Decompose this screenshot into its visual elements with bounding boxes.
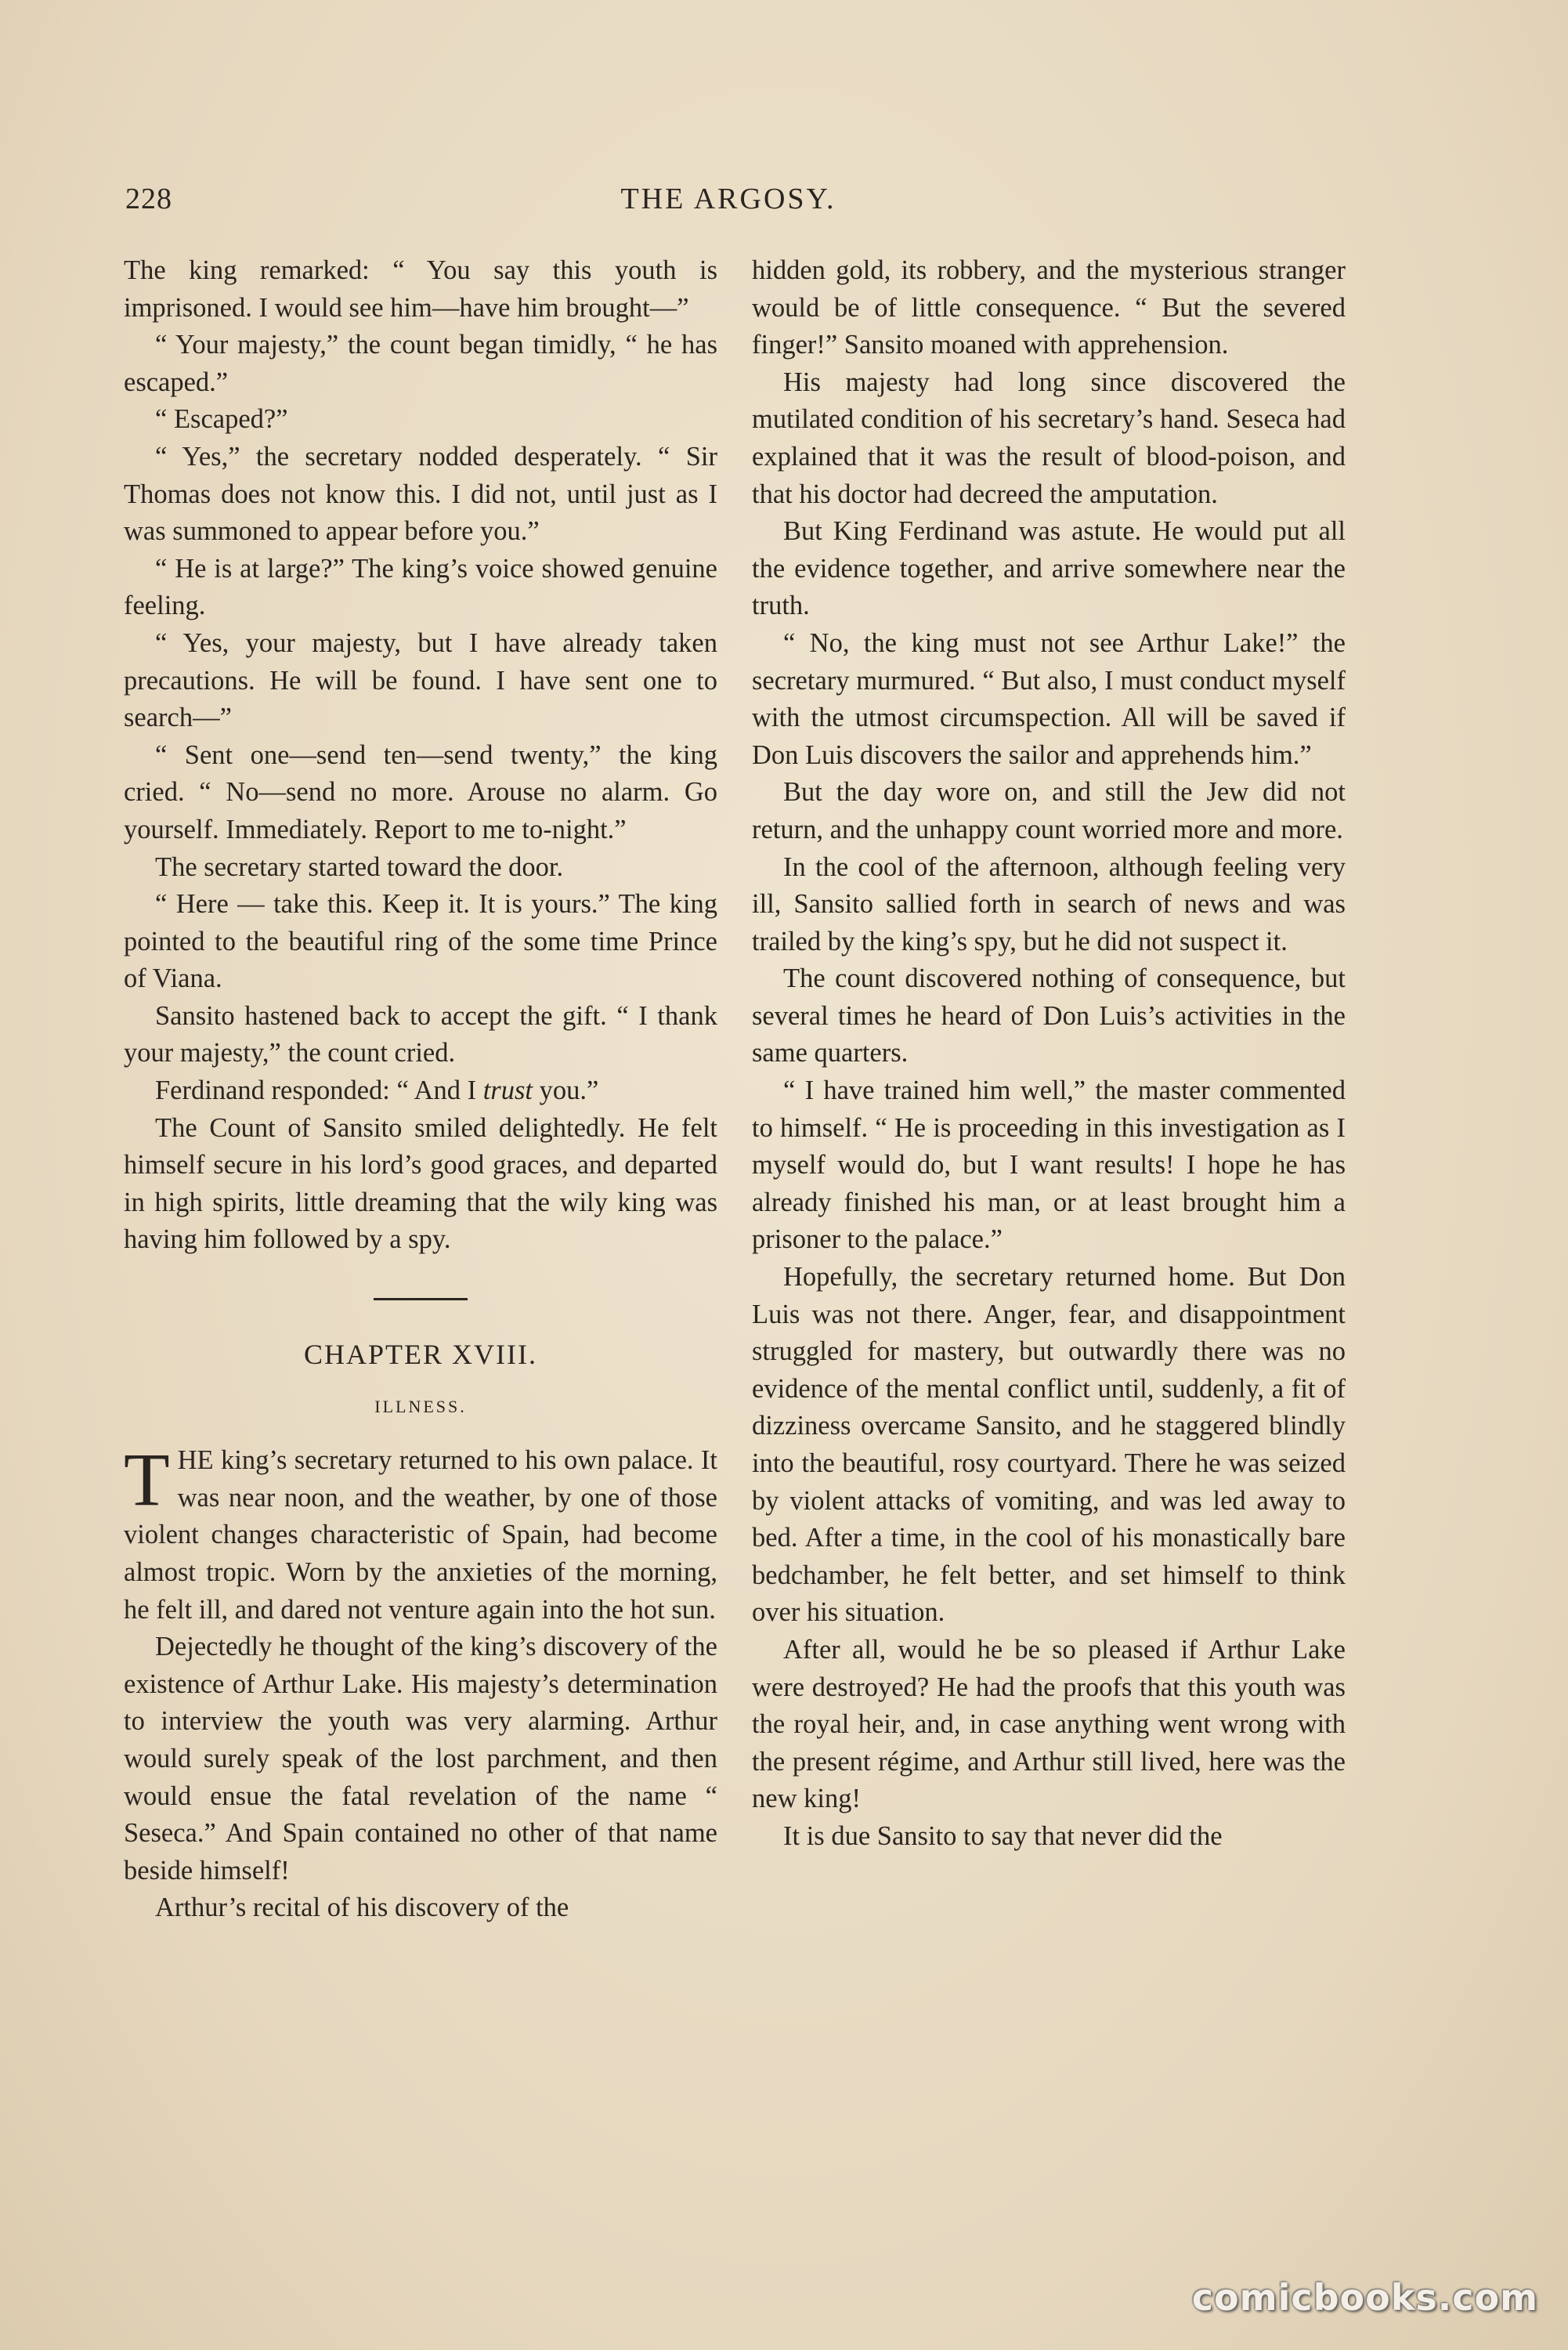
- paragraph: Hopefully, the secretary returned home. But Don Luis was not there. Anger, fear, and disappointment struggled for mastery, but outwardly there was no evidence of the mental conflict until, suddenly, a fit of dizziness overcame Sansito, and he staggered blindly into the beautiful, rosy courtyard. There he was seized by violent attacks of vomiting, and was led away to bed. After a time, in the cool of his monastically bare bedchamber, he felt better, and set himself to think over his situation.: [752, 1262, 1346, 1628]
- paragraph: It is due Sansito to say that never did the: [783, 1820, 1223, 1851]
- italic-word: trust: [482, 1076, 533, 1106]
- text-run: HE king’s secretary returned to his own palace. It was near noon, and the weather, by one of those violent changes characteristic of Spain, had become almost tropic. Worn by the anxieties of the morning, he felt ill, and dared not venture again into the hot sun.: [124, 1445, 717, 1625]
- paragraph: hidden gold, its robbery, and the mysterious stranger would be of little consequence. “ But the severed finger!” Sansito moaned with apprehension.: [752, 255, 1346, 360]
- chapter-opening-paragraph: [124, 1437, 717, 1629]
- text-run: Ferdinand responded: “ And I: [155, 1076, 483, 1106]
- paragraph: His majesty had long since discovered the mutilated condition of his secretary’s hand. Seseca had explained that it was the result of blood-poison, and that his doctor had decreed the amputation.: [752, 367, 1346, 509]
- paragraph: “ Your majesty,” the count began timidly, “ he has escaped.”: [124, 330, 717, 397]
- paragraph: “ Yes,” the secretary nodded desperately. “ Sir Thomas does not know this. I did not, until just as I was summoned to appear before you.”: [124, 441, 717, 547]
- running-title: THE ARGOSY.: [620, 183, 836, 215]
- text-run: you.”: [532, 1076, 599, 1106]
- chapter-title: CHAPTER XVIII.: [304, 1339, 537, 1371]
- paragraph: But the day wore on, and still the Jew did not return, and the unhappy count worried more and more.: [752, 777, 1346, 844]
- paragraph: “ Sent one—send ten—send twenty,” the king cried. “ No—send no more. Arouse no alarm. Go yourself. Immediately. Report to me to-night.”: [124, 739, 717, 844]
- section-divider: [374, 1298, 468, 1300]
- right-column: [752, 252, 1346, 1856]
- paragraph: But King Ferdinand was astute. He would put all the evidence together, and arrive somewhere near the truth.: [752, 516, 1346, 621]
- paragraph: “ Here — take this. Keep it. It is yours.” The king pointed to the beautiful ring of the some time Prince of Viana.: [124, 889, 717, 994]
- paragraph: “ Escaped?”: [155, 404, 288, 435]
- paragraph-ferdinand: [124, 1072, 717, 1110]
- left-column: [124, 252, 717, 1927]
- chapter-subtitle: ILLNESS.: [374, 1396, 467, 1416]
- site-watermark: comicbooks.com: [1191, 2276, 1538, 2319]
- paragraph: Sansito hastened back to accept the gift. “ I thank your majesty,” the count cried.: [124, 1000, 717, 1068]
- paragraph: Dejectedly he thought of the king’s discovery of the existence of Arthur Lake. His majesty’s determination to interview the youth was very alarming. Arthur would surely speak of the lost parchment, and then would ensue the fatal revelation of the name “ Seseca.” And Spain contained no other of that name beside himself!: [124, 1632, 717, 1885]
- page-header: [125, 182, 1331, 229]
- paragraph: After all, would he be so pleased if Arthur Lake were destroyed? He had the proofs that this youth was the royal heir, and, in case anything went wrong with the present régime, and Arthur still lived, here was the new king!: [752, 1634, 1346, 1814]
- paragraph: “ He is at large?” The king’s voice showed genuine feeling.: [124, 553, 717, 621]
- paragraph: In the cool of the afternoon, although feeling very ill, Sansito sallied forth in search of news and was trailed by the king’s spy, but he did not suspect it.: [752, 851, 1346, 956]
- drop-cap: T: [124, 1437, 170, 1522]
- paragraph: The count discovered nothing of consequence, but several times he heard of Don Luis’s activities in the same quarters.: [752, 964, 1346, 1068]
- paragraph: The secretary started toward the door.: [155, 851, 564, 882]
- paragraph: “ Yes, your majesty, but I have already taken precautions. He will be found. I have sent one to search—”: [124, 627, 717, 733]
- paragraph: The king remarked: “ You say this youth is imprisoned. I would see him—have him brought—”: [124, 255, 717, 323]
- paragraph: The Count of Sansito smiled delightedly. He felt himself secure in his lord’s good graces, and departed in high spirits, little dreaming that the wily king was having him followed by a spy.: [124, 1112, 717, 1255]
- paragraph: Arthur’s recital of his discovery of the: [155, 1893, 569, 1923]
- page-number: 228: [125, 183, 172, 215]
- paragraph: “ I have trained him well,” the master commented to himself. “ He is proceeding in this investigation as I myself would do, but I want results! I hope he has already finished his man, or at least brought him a prisoner to the palace.”: [752, 1076, 1346, 1255]
- paragraph: “ No, the king must not see Arthur Lake!” the secretary murmured. “ But also, I must conduct myself with the utmost circumspection. All will be saved if Don Luis discovers the sailor and apprehends him.”: [752, 627, 1346, 770]
